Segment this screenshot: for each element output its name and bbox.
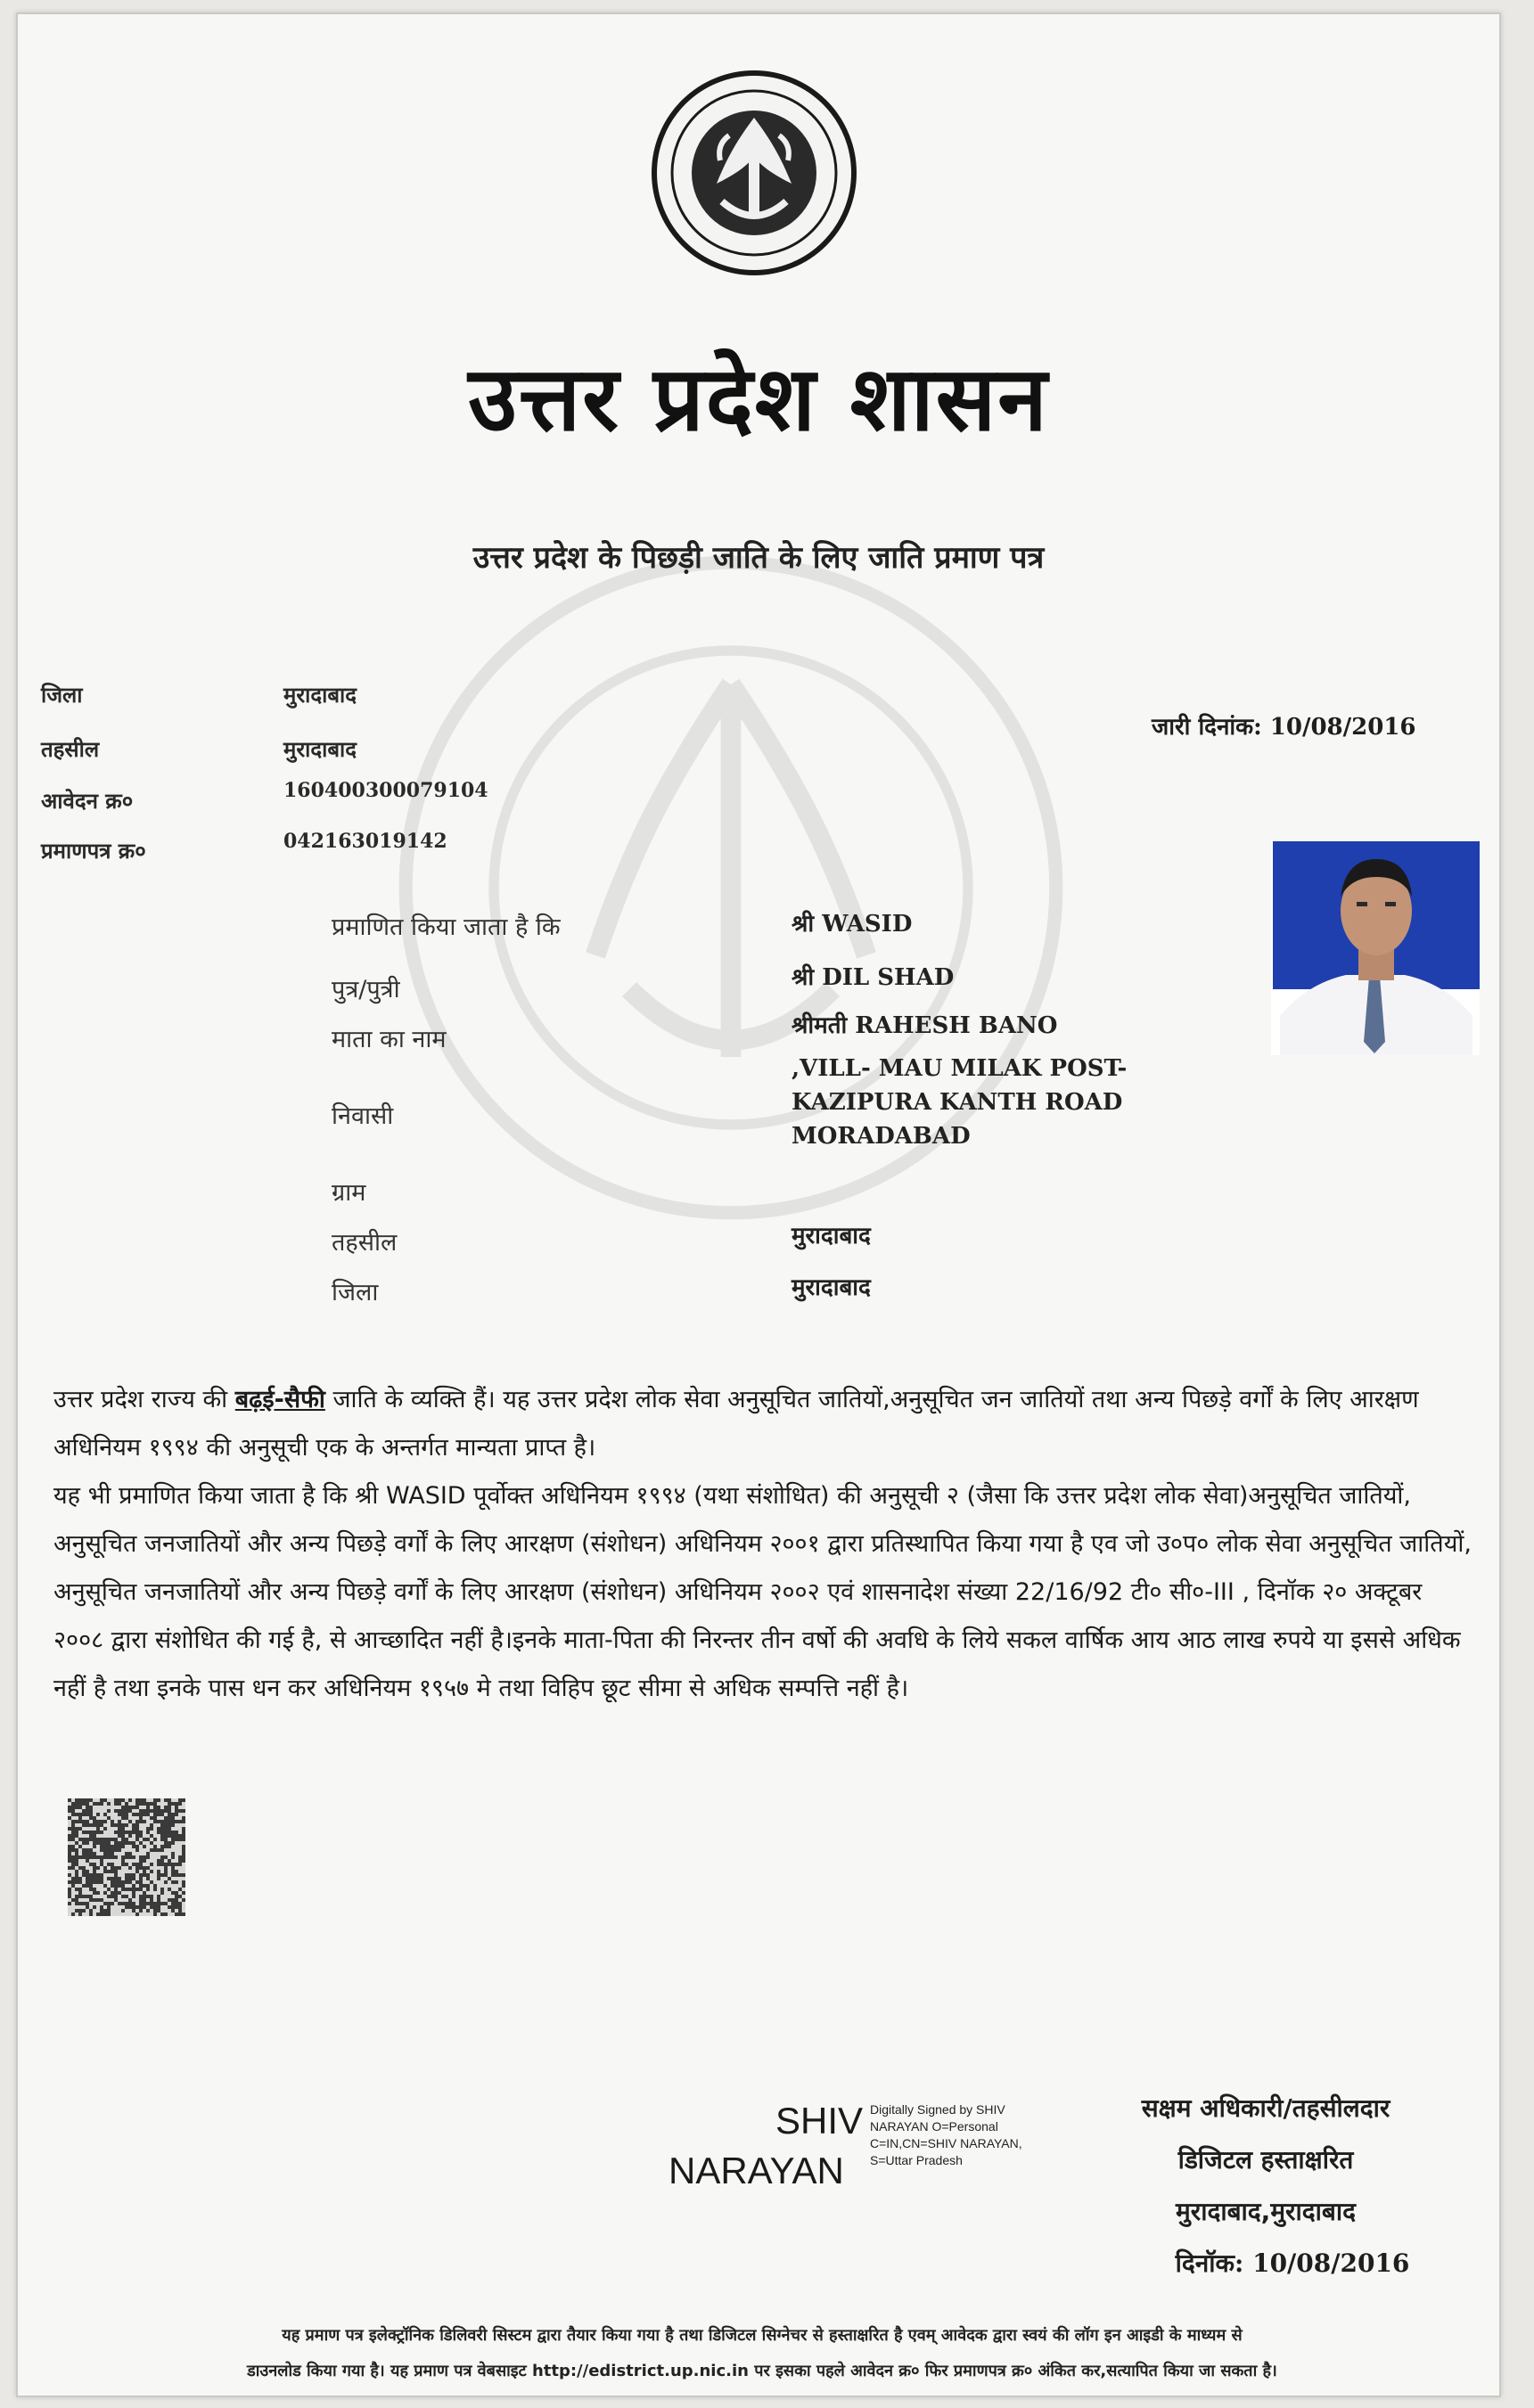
certificate-number-label: प्रमाणपत्र क्र० xyxy=(41,839,146,864)
page-title: उत्तर प्रदेश शासन xyxy=(468,347,1049,451)
mother-name: श्रीमती RAHESH BANO xyxy=(792,1012,1058,1039)
certificate-sheet xyxy=(16,12,1501,2397)
issue-date-label: जारी दिनांक: xyxy=(1152,714,1262,741)
village-label: ग्राम xyxy=(332,1179,366,1207)
digital-signature-details xyxy=(870,2101,1022,2169)
digital-signature-line-2: NARAYAN O=Personal xyxy=(870,2119,998,2134)
body-paragraph-1-end: जाति के व्यक्ति हैं। यह उत्तर प्रदेश लोक सेवा अनुसूचित जातियों,अनुसूचित जन जातियों तथा अन्य पिछड़े वर्गों के लिए आरक्षण अधिनियम १९९४ की अनुसूची एक के अन्तर्गत मान्यता प्राप्त है। xyxy=(53,1386,1419,1462)
footer-line-1: यह प्रमाण पत्र इलेक्ट्रॉनिक डिलिवरी सिस्टम द्वारा तैयार किया गया है तथा डिजिटल सिग्नेचर से हस्ताक्षरित है एवम् आवेदक द्वारा स्वयं की लॉग इन आइडी के माध्यम से xyxy=(282,2326,1243,2345)
issue-date-value: 10/08/2016 xyxy=(1269,714,1416,741)
tehsil-label: तहसील xyxy=(41,737,100,762)
digital-signature-line-3: C=IN,CN=SHIV NARAYAN, xyxy=(870,2136,1022,2150)
address-line-1: ,VILL- MAU MILAK POST- xyxy=(792,1055,1128,1082)
address-line-3: MORADABAD xyxy=(792,1123,971,1150)
application-number-value: 160400300079104 xyxy=(283,779,488,802)
address-line-2: KAZIPURA KANTH ROAD xyxy=(792,1089,1123,1116)
certified-name: श्री WASID xyxy=(792,911,913,938)
authority-digital-signed: डिजिटल हस्ताक्षरित xyxy=(1177,2145,1354,2175)
application-number-label: आवेदन क्र० xyxy=(41,789,134,814)
resident-address xyxy=(792,1052,1127,1153)
authority-date-label: दिनॉक: xyxy=(1175,2248,1244,2278)
person-tehsil-value: मुरादाबाद xyxy=(792,1223,871,1249)
child-of-label: पुत्र/पुत्री xyxy=(332,976,400,1003)
footer-line-2: डाउनलोड किया गया है। यह प्रमाण पत्र वेबसाइट http://edistrict.up.nic.in पर इसका पहले आवेदन क्र० फिर प्रमाणपत्र क्र० अंकित कर,सत्यापित किया जा सकता है। xyxy=(247,2362,1277,2380)
district-label: जिला xyxy=(41,683,83,708)
authority-date-value: 10/08/2016 xyxy=(1252,2248,1410,2278)
signer-name-line-1: SHIV xyxy=(775,2100,864,2142)
authority-date xyxy=(1114,2246,1471,2280)
tehsil-value: मुरादाबाद xyxy=(283,736,357,762)
authority-location: मुरादाबाद,मुरादाबाद xyxy=(1176,2197,1356,2226)
certificate-subtitle: उत्तर प्रदेश के पिछड़ी जाति के लिए जाति प्रमाण पत्र xyxy=(472,540,1045,576)
body-paragraph-2: यह भी प्रमाणित किया जाता है कि श्री WASID पूर्वोक्त अधिनियम १९९४ (यथा संशोधित) की अनुसूची २ (जैसा कि उत्तर प्रदेश लोक सेवा)अनुसूचित जातियों, अनुसूचित जनजातियों और अन्य पिछड़े वर्गों के लिए आरक्षण (संशोधन) अधिनियम २००१ द्वारा प्रतिस्थापित किया गया है एव जो उ०प० लोक सेवा अनुसूचित जातियों, अनुसूचित जनजातियों और अन्य पिछड़े वर्गों के लिए आरक्षण (संशोधन) अधिनियम २००२ एवं शासनादेश संख्या 22/16/92 टी० सी०-III , दिनॉक २० अक्टूबर २००८ द्वारा संशोधित की गई है, से आच्छादित नहीं है।इनके माता-पिता की निरन्तर तीन वर्षो की अवधि के लिये सकल वार्षिक आय आठ लाख रुपये या इससे अधिक नहीं है तथा इनके पास धन कर अधिनियम १९५७ मे तथा विहिप छूट सीमा से अधिक सम्पत्ति नहीं है। xyxy=(53,1482,1472,1702)
mother-name-label: माता का नाम xyxy=(332,1026,447,1053)
issue-date xyxy=(1152,709,1416,741)
authority-designation: सक्षम अधिकारी/तहसीलदार xyxy=(1141,2093,1390,2123)
body-paragraph-1 xyxy=(53,1376,1480,1472)
person-district-value: मुरादाबाद xyxy=(792,1274,871,1301)
footer-note xyxy=(45,2318,1480,2389)
person-tehsil-label: तहसील xyxy=(332,1229,398,1257)
qr-code xyxy=(68,1798,185,1916)
digital-signature-line-4: S=Uttar Pradesh xyxy=(870,2153,963,2167)
resident-label: निवासी xyxy=(332,1102,394,1130)
signer-name-line-2: NARAYAN xyxy=(669,2150,844,2191)
uttar-pradesh-emblem-seal xyxy=(649,68,859,278)
person-district-label: जिला xyxy=(332,1279,379,1306)
digital-signature-line-1: Digitally Signed by SHIV xyxy=(870,2102,1005,2117)
certificate-number-value: 042163019142 xyxy=(283,830,447,853)
certified-label: प्रमाणित किया जाता है कि xyxy=(332,913,561,941)
caste-name: बढ़ई-सैफी xyxy=(234,1386,325,1413)
district-value: मुरादाबाद xyxy=(283,682,357,708)
father-name: श्री DIL SHAD xyxy=(792,964,955,991)
body-paragraph-1-start: उत्तर प्रदेश राज्य की xyxy=(53,1386,235,1413)
applicant-photo xyxy=(1271,841,1480,1055)
